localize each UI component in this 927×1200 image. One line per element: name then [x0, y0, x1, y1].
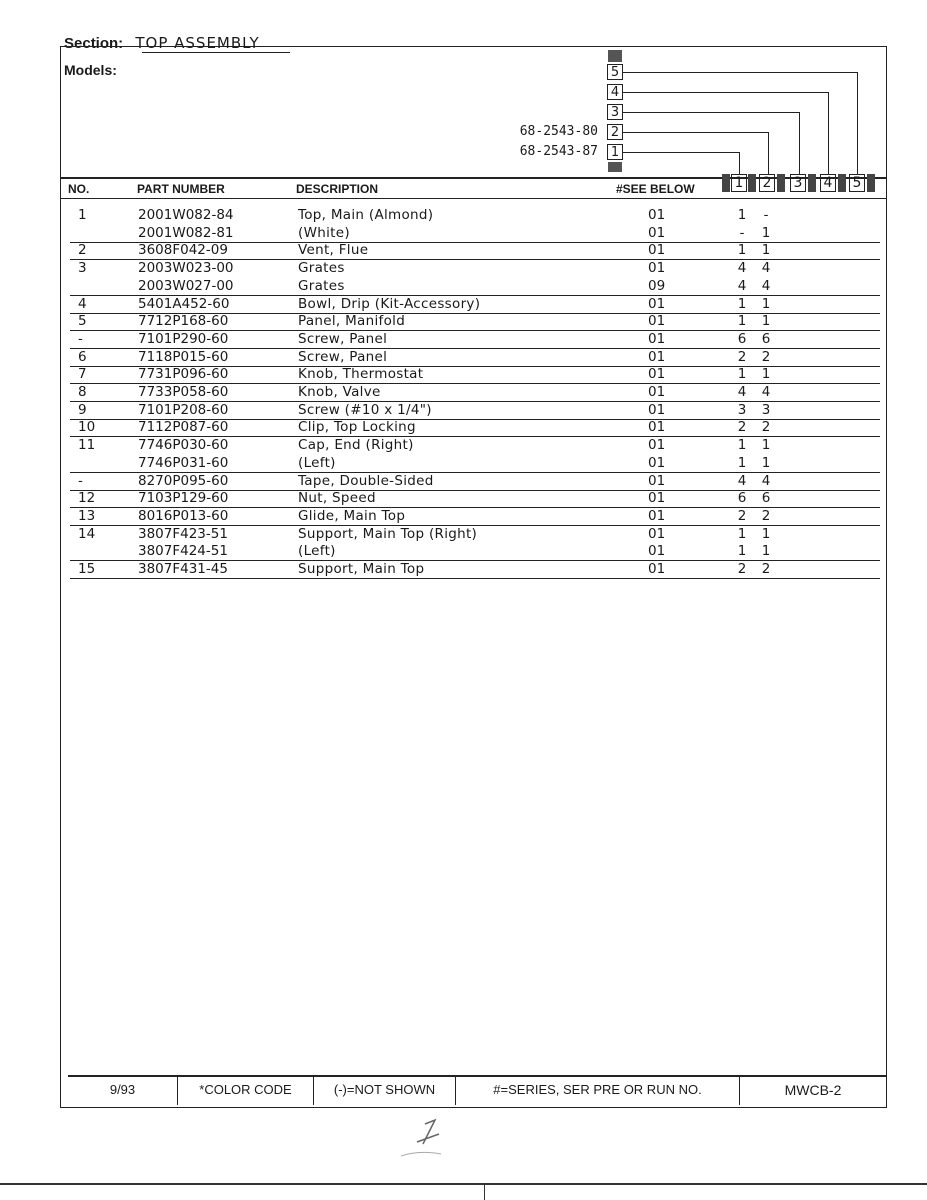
part-number: 7103P129-60: [138, 490, 229, 507]
section-label: Section:: [64, 35, 124, 52]
series-code: 01: [648, 472, 666, 489]
part-description: Grates: [298, 260, 345, 277]
model-1-qty: 1: [737, 543, 747, 560]
model-2-qty: 4: [761, 260, 771, 277]
model-1-qty: 4: [737, 472, 747, 489]
model-2-qty: 4: [761, 384, 771, 400]
row-number: -: [78, 330, 83, 347]
table-row: [70, 242, 880, 260]
part-description: (Left): [298, 543, 336, 560]
series-code: 01: [648, 401, 666, 418]
model-2-qty: 3: [761, 401, 771, 418]
model-1-qty: -: [739, 224, 745, 241]
part-description: Knob, Thermostat: [298, 366, 424, 383]
part-description: Support, Main Top (Right): [298, 525, 478, 542]
model-2-qty: 1: [761, 313, 771, 330]
table-row: [70, 561, 880, 579]
header-model-col: 1: [731, 174, 747, 192]
part-number: 7112P087-60: [138, 419, 229, 436]
header-shading: [748, 174, 756, 192]
part-description: Grates: [298, 277, 345, 294]
key-connector-line: [623, 152, 739, 153]
model-2-qty: 6: [761, 490, 771, 507]
page-edge-rule: [0, 1183, 927, 1185]
model-2-qty: 1: [761, 437, 771, 454]
model-1-qty: 6: [737, 490, 747, 507]
part-number: 7101P290-60: [138, 330, 229, 347]
row-number: 12: [78, 490, 96, 507]
part-number: 7731P096-60: [138, 366, 229, 383]
model-1-qty: 4: [737, 277, 747, 294]
series-code: 09: [648, 277, 666, 294]
model-2-qty: 4: [761, 472, 771, 489]
series-code: 01: [648, 313, 666, 330]
part-description: (White): [298, 224, 350, 241]
part-number: 2003W023-00: [138, 260, 234, 277]
model-key-box: 3: [607, 104, 623, 120]
series-code: 01: [648, 224, 666, 241]
table-row: [70, 349, 880, 367]
part-description: Screw, Panel: [298, 348, 388, 365]
part-description: Screw (#10 x 1/4"): [298, 401, 432, 418]
part-number: 7746P031-60: [138, 454, 229, 471]
footer-not-shown: (-)=NOT SHOWN: [314, 1075, 456, 1105]
model-2-qty: 1: [761, 295, 771, 312]
table-row: [70, 455, 880, 473]
header-shading: [838, 174, 846, 192]
model-2-qty: 2: [761, 561, 771, 577]
model-1-qty: 6: [737, 330, 747, 347]
footer-bar: [68, 1075, 886, 1105]
table-row: [70, 260, 880, 277]
part-description: Glide, Main Top: [298, 507, 406, 524]
series-code: 01: [648, 507, 666, 524]
footer-doc-id: MWCB-2: [784, 1082, 842, 1098]
table-row: [70, 296, 880, 314]
model-1-qty: 2: [737, 348, 747, 365]
header-description: DESCRIPTION: [296, 182, 379, 196]
model-1-qty: 1: [737, 437, 747, 454]
table-row: [70, 543, 880, 561]
table-row: [70, 473, 880, 491]
series-code: 01: [648, 525, 666, 542]
key-connector-line: [799, 112, 800, 174]
table-row: [70, 419, 880, 437]
footer-color-code: *COLOR CODE: [178, 1075, 314, 1105]
series-code: 01: [648, 543, 666, 560]
model-number: 68-2543-87: [519, 144, 598, 159]
table-row: [70, 384, 880, 402]
part-number: 8270P095-60: [138, 472, 229, 489]
header-rule: [60, 198, 887, 199]
part-description: (Left): [298, 454, 336, 471]
series-code: 01: [648, 242, 666, 259]
model-1-qty: 3: [737, 401, 747, 418]
models-label: Models:: [64, 62, 117, 78]
header-shading: [808, 174, 816, 192]
page-edge-tick: [484, 1183, 485, 1200]
header-model-col: 5: [849, 174, 865, 192]
series-code: 01: [648, 437, 666, 454]
model-key-box: 1: [607, 144, 623, 160]
part-number: 8016P013-60: [138, 507, 229, 524]
model-2-qty: 1: [761, 543, 771, 560]
table-row: [70, 331, 880, 349]
row-number: 2: [78, 242, 87, 259]
header-shading: [777, 174, 785, 192]
table-row: [70, 313, 880, 331]
model-1-qty: 1: [737, 366, 747, 383]
part-number: 7712P168-60: [138, 313, 229, 330]
series-code: 01: [648, 348, 666, 365]
key-connector-line: [623, 132, 768, 133]
part-description: Nut, Speed: [298, 490, 376, 507]
model-1-qty: 1: [737, 242, 747, 259]
part-description: Bowl, Drip (Kit-Accessory): [298, 295, 481, 312]
model-1-qty: 2: [737, 507, 747, 524]
part-number: 2001W082-84: [138, 207, 234, 223]
header-model-col: 2: [759, 174, 775, 192]
model-1-qty: 2: [737, 561, 747, 577]
model-1-qty: 2: [737, 419, 747, 436]
model-2-qty: 4: [761, 277, 771, 294]
part-description: Knob, Valve: [298, 384, 381, 400]
part-description: Cap, End (Right): [298, 437, 414, 454]
row-number: 4: [78, 295, 87, 312]
part-description: Tape, Double-Sided: [298, 472, 434, 489]
table-row: [70, 278, 880, 296]
header-shading: [867, 174, 875, 192]
handwritten-mark: [395, 1118, 455, 1163]
scan-shading: [608, 50, 622, 62]
row-number: 8: [78, 384, 87, 400]
model-2-qty: 2: [761, 507, 771, 524]
row-number: -: [78, 472, 83, 489]
row-number: 3: [78, 260, 87, 277]
key-connector-line: [828, 92, 829, 174]
model-key-box: 5: [607, 64, 623, 80]
section-title: TOP ASSEMBLY: [135, 34, 260, 52]
header-model-col: 4: [820, 174, 836, 192]
series-code: 01: [648, 207, 666, 223]
row-number: 7: [78, 366, 87, 383]
model-2-qty: 1: [761, 366, 771, 383]
part-number: 3807F423-51: [138, 525, 228, 542]
model-1-qty: 1: [737, 525, 747, 542]
header-part-number: PART NUMBER: [137, 182, 225, 196]
part-number: 7746P030-60: [138, 437, 229, 454]
model-2-qty: 2: [761, 348, 771, 365]
series-code: 01: [648, 454, 666, 471]
row-number: 15: [78, 561, 96, 577]
part-number: 3608F042-09: [138, 242, 228, 259]
model-2-qty: 6: [761, 330, 771, 347]
key-connector-line: [623, 112, 799, 113]
table-row: [70, 207, 880, 224]
part-number: 2003W027-00: [138, 277, 234, 294]
key-connector-line: [857, 72, 858, 174]
header-model-col: 3: [790, 174, 806, 192]
table-row: [70, 508, 880, 526]
model-key-box: 2: [607, 124, 623, 140]
model-1-qty: 1: [737, 313, 747, 330]
model-2-qty: 1: [761, 454, 771, 471]
series-code: 01: [648, 330, 666, 347]
row-number: 9: [78, 401, 87, 418]
model-key-box: 4: [607, 84, 623, 100]
table-row: [70, 437, 880, 454]
model-2-qty: 1: [761, 525, 771, 542]
part-number: 7118P015-60: [138, 348, 229, 365]
series-code: 01: [648, 295, 666, 312]
part-number: 2001W082-81: [138, 224, 234, 241]
row-number: 5: [78, 313, 87, 330]
table-row: [70, 526, 880, 543]
part-description: Support, Main Top: [298, 561, 425, 577]
row-number: 10: [78, 419, 96, 436]
header-no: NO.: [68, 182, 90, 196]
key-connector-line: [623, 72, 857, 73]
part-number: 3807F424-51: [138, 543, 228, 560]
model-1-qty: 4: [737, 384, 747, 400]
row-number: 6: [78, 348, 87, 365]
header-series: #SEE BELOW: [616, 182, 695, 196]
model-2-qty: 1: [761, 224, 771, 241]
key-connector-line: [768, 132, 769, 174]
part-description: Top, Main (Almond): [298, 207, 434, 223]
series-code: 01: [648, 561, 666, 577]
series-code: 01: [648, 260, 666, 277]
footer-series-note: #=SERIES, SER PRE OR RUN NO.: [456, 1075, 740, 1105]
scan-shading: [608, 162, 622, 172]
model-2-qty: 2: [761, 419, 771, 436]
part-number: 3807F431-45: [138, 561, 228, 577]
table-row: [70, 490, 880, 508]
table-row: [70, 225, 880, 243]
row-number: 14: [78, 525, 96, 542]
model-2-qty: 1: [761, 242, 771, 259]
row-number: 11: [78, 437, 96, 454]
part-number: 7733P058-60: [138, 384, 229, 400]
part-number: 7101P208-60: [138, 401, 229, 418]
table-row: [70, 402, 880, 420]
model-1-qty: 1: [737, 454, 747, 471]
series-code: 01: [648, 419, 666, 436]
model-1-qty: 1: [737, 207, 747, 223]
model-2-qty: -: [763, 207, 769, 223]
key-connector-line: [739, 152, 740, 174]
part-description: Panel, Manifold: [298, 313, 406, 330]
header-shading: [722, 174, 730, 192]
series-code: 01: [648, 490, 666, 507]
table-row: [70, 366, 880, 384]
row-number: 13: [78, 507, 96, 524]
part-number: 5401A452-60: [138, 295, 230, 312]
series-code: 01: [648, 384, 666, 400]
row-number: 1: [78, 207, 87, 223]
model-number: 68-2543-80: [519, 124, 598, 139]
footer-date: 9/93: [68, 1075, 178, 1105]
model-1-qty: 4: [737, 260, 747, 277]
part-description: Screw, Panel: [298, 330, 388, 347]
key-connector-line: [623, 92, 828, 93]
part-description: Clip, Top Locking: [298, 419, 416, 436]
series-code: 01: [648, 366, 666, 383]
model-1-qty: 1: [737, 295, 747, 312]
part-description: Vent, Flue: [298, 242, 369, 259]
